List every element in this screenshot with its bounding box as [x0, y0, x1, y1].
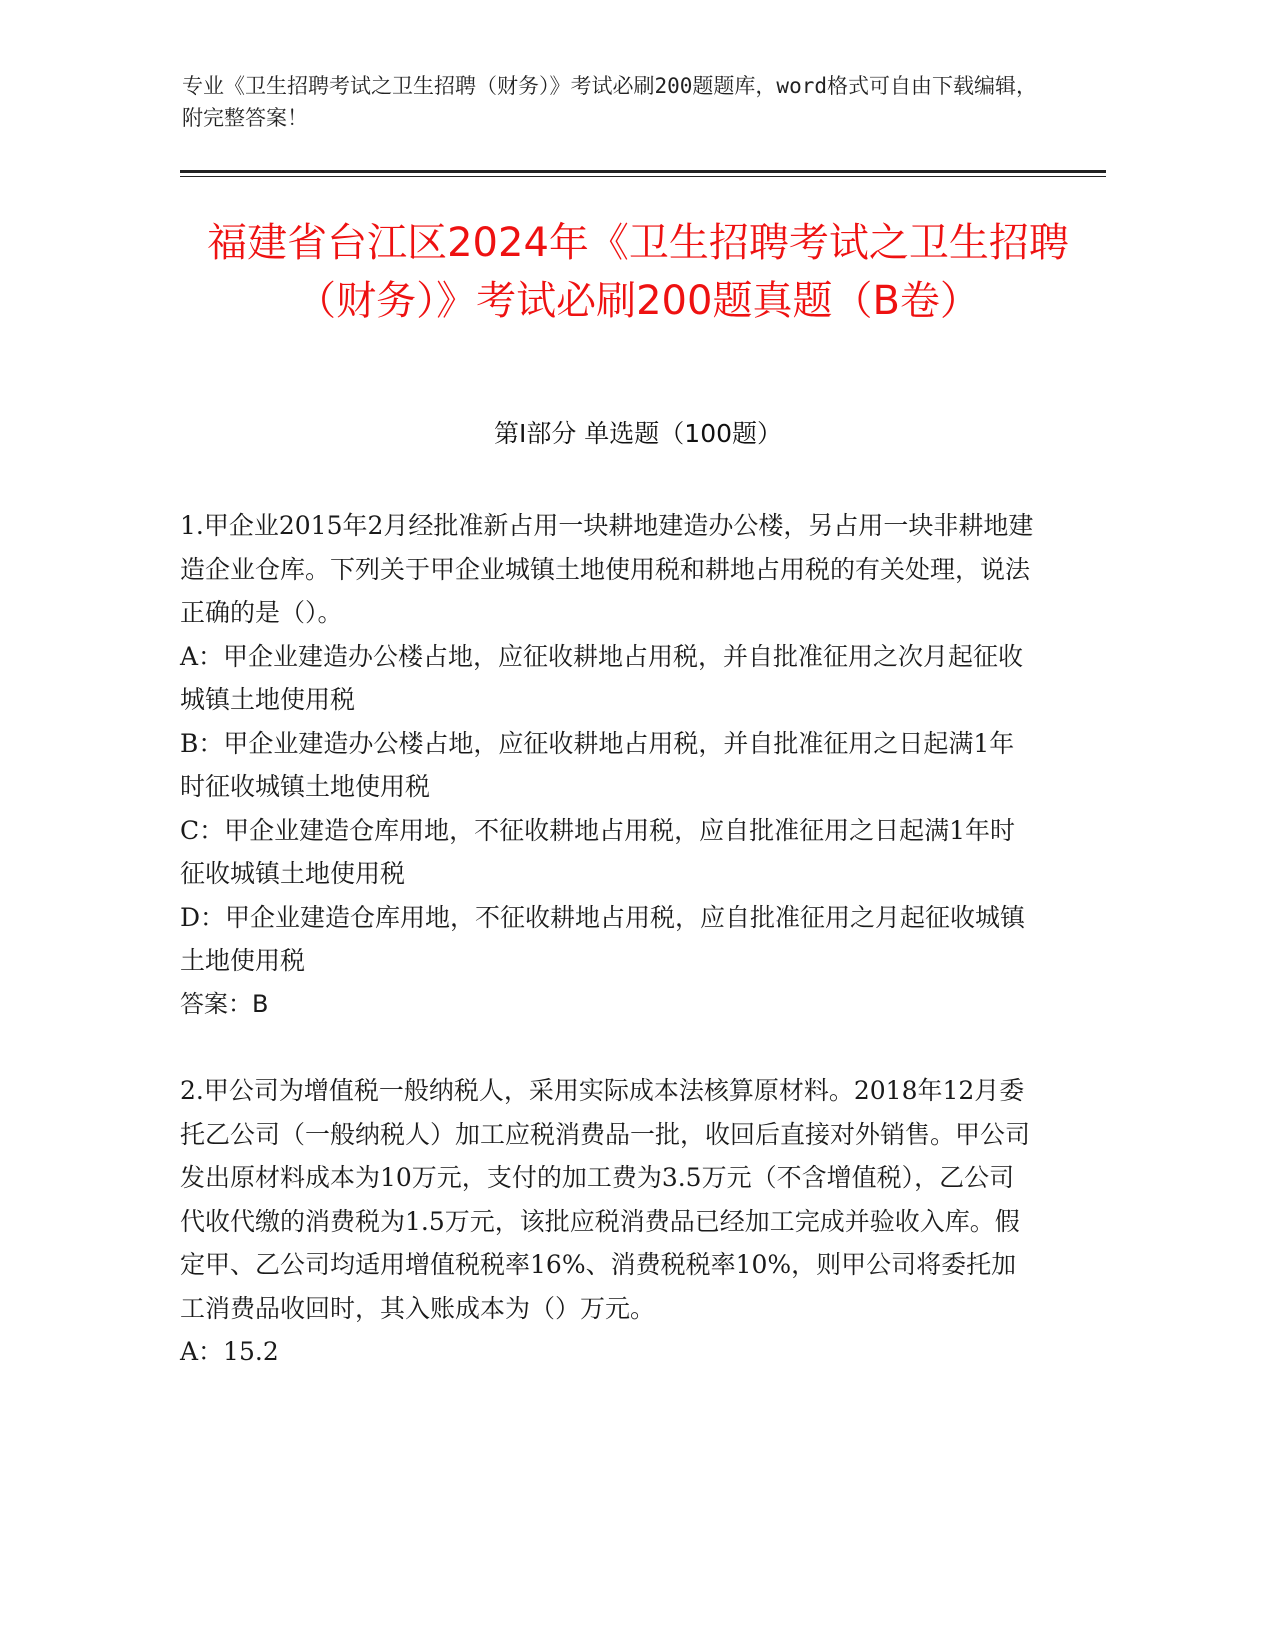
question-spacer: [180, 1026, 1035, 1069]
option-b: B：甲企业建造办公楼占地，应征收耕地占用税，并自批准征用之日起满1年时征收城镇土地使用税: [180, 728, 1015, 801]
question-1: [180, 504, 1035, 1026]
header-note: 专业《卫生招聘考试之卫生招聘（财务）》考试必刷200题题库，word格式可自由下载编辑，附完整答案！: [182, 74, 1037, 130]
header-rule-thin: [180, 176, 1106, 177]
question-stem: 2.甲公司为增值税一般纳税人，采用实际成本法核算原材料。2018年12月委托乙公司（一般纳税人）加工应税消费品一批，收回后直接对外销售。甲公司发出原材料成本为10万元，支付的加工费为3.5万元（不含增值税），乙公司代收代缴的消费税为1.5万元，该批应税消费品已经加工完成并验收入库。假定甲、乙公司均适用增值税税率16%、消费税税率10%，则甲公司将委托加工消费品收回时，其入账成本为（）万元。: [180, 1076, 1031, 1323]
option-a: A：15.2: [180, 1337, 279, 1366]
section-heading: 第I部分 单选题（100题）: [493, 419, 783, 448]
option-a: A：甲企业建造办公楼占地，应征收耕地占用税，并自批准征用之次月起征收城镇土地使用税: [180, 641, 1024, 714]
document-title: 福建省台江区2024年《卫生招聘考试之卫生招聘（财务）》考试必刷200题真题（B卷）: [207, 220, 1069, 324]
option-c: C：甲企业建造仓库用地，不征收耕地占用税，应自批准征用之日起满1年时征收城镇土地使用税: [180, 815, 1016, 888]
question-stem: 1.甲企业2015年2月经批准新占用一块耕地建造办公楼，另占用一块非耕地建造企业仓库。下列关于甲企业城镇土地使用税和耕地占用税的有关处理，说法正确的是（）。: [180, 511, 1034, 627]
question-list: [180, 504, 1035, 1374]
header-rule-thick: [180, 170, 1106, 173]
question-2: [180, 1069, 1035, 1374]
option-d: D：甲企业建造仓库用地，不征收耕地占用税，应自批准征用之月起征收城镇土地使用税: [180, 902, 1026, 975]
answer: 答案：B: [180, 989, 269, 1018]
